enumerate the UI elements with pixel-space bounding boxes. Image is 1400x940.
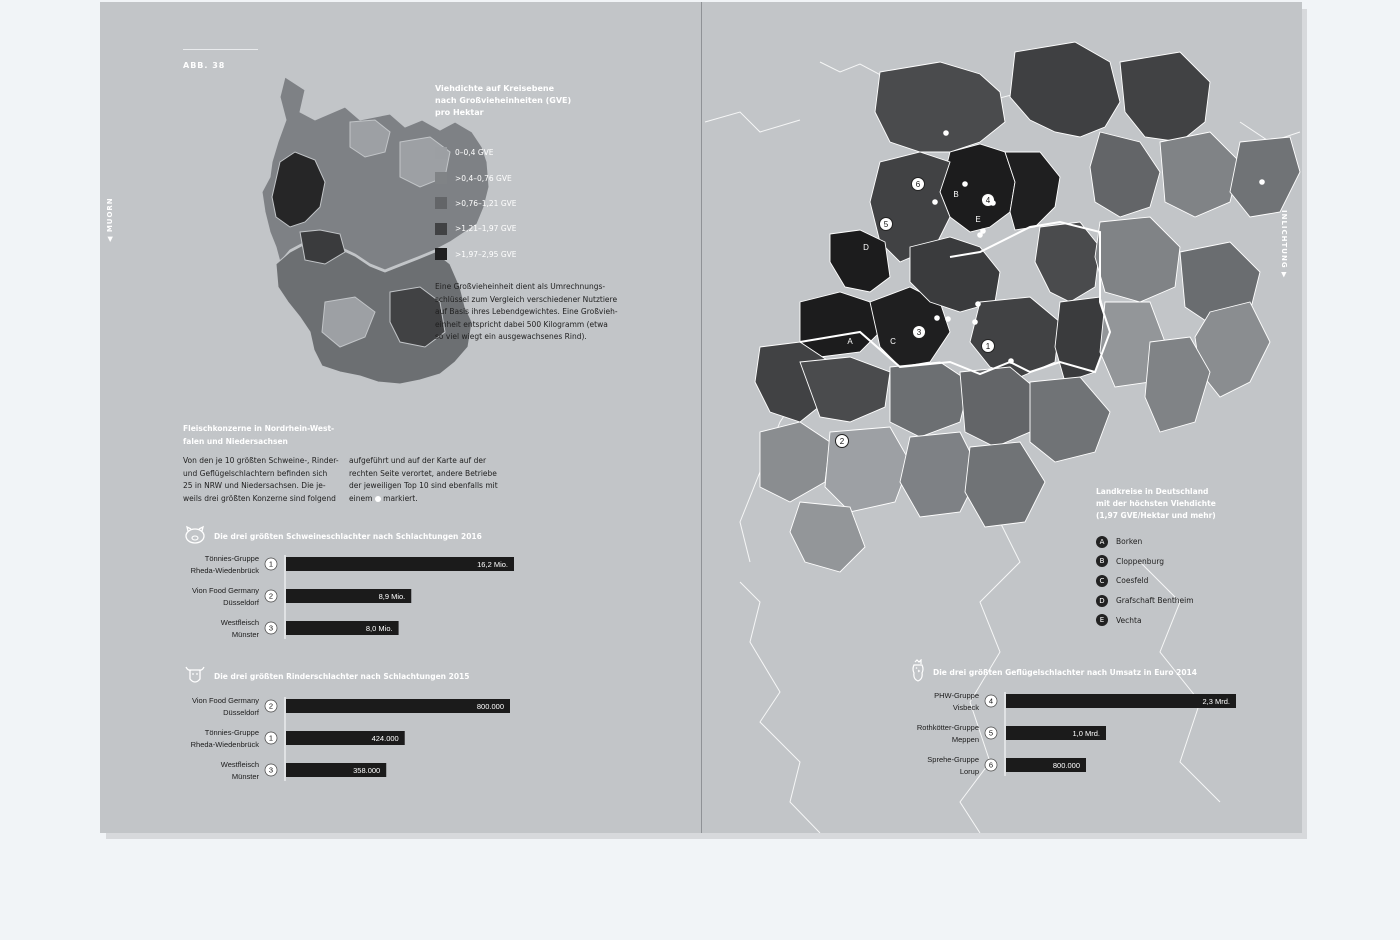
rank-number: 2 (268, 701, 274, 711)
category-label: Tönnies-Gruppe (204, 554, 259, 563)
category-label: Düsseldorf (223, 708, 259, 717)
landkreise-title-line: mit der höchsten Viehdichte (1096, 499, 1216, 508)
magazine-spread (100, 2, 1302, 833)
landkreis-badge: B (1096, 555, 1108, 567)
landkreis-name: Cloppenburg (1116, 556, 1165, 566)
landkreis-name: Vechta (1116, 615, 1142, 625)
bar-value-label: 8,9 Mio. (378, 592, 406, 601)
rank-number: 1 (268, 559, 274, 569)
category-label: Westfleisch (220, 618, 259, 627)
district-letter: A (847, 337, 853, 346)
marker-number: 3 (916, 327, 922, 337)
marker-number: 2 (839, 436, 845, 446)
category-label: Westfleisch (220, 760, 259, 769)
legend-label: 0–0,4 GVE (455, 148, 494, 158)
cattle-chart-title: Die drei größten Rinderschlachter nach Schlachtungen 2015 (214, 672, 470, 681)
rank-number: 5 (988, 728, 994, 738)
bar-value-label: 800.000 (476, 702, 504, 711)
figure-label: ABB. 38 (183, 61, 226, 70)
landkreis-badge: E (1096, 614, 1108, 626)
landkreis-badge: C (1096, 575, 1108, 587)
bar-charts (100, 2, 1302, 833)
category-label: Tönnies-Gruppe (204, 728, 259, 737)
rank-number: 3 (268, 765, 274, 775)
intro-line: und Geflügelschlachtern befinden sich (183, 468, 328, 478)
intro-title-line: falen und Niedersachsen (183, 436, 288, 446)
category-label: Münster (231, 630, 259, 639)
category-label: Rheda-Wiedenbrück (190, 566, 259, 575)
intro-line: 25 in NRW und Niedersachsen. Die je- (183, 481, 326, 490)
marker-number: 5 (883, 219, 889, 229)
legend-title-line: pro Hektar (435, 108, 484, 117)
bar-value-label: 16,2 Mio. (477, 560, 508, 569)
intro-line: der jeweiligen Top 10 sind ebenfalls mit (349, 481, 498, 490)
category-label: PHW-Gruppe (934, 691, 979, 700)
district-letter: D (863, 243, 869, 252)
rank-number: 1 (268, 733, 274, 743)
marker-number: 4 (985, 195, 991, 205)
landkreis-name: Coesfeld (1116, 576, 1149, 586)
bar-chart (191, 696, 510, 781)
category-label: Düsseldorf (223, 598, 259, 607)
district-letter: E (975, 215, 981, 224)
bar-value-label: 800.000 (1052, 761, 1080, 770)
bar-chart (191, 554, 514, 639)
category-label: Visbeck (952, 703, 979, 712)
intro-title-line: Fleischkonzerne in Nordrhein-West- (183, 424, 335, 433)
legend-label: >0,76–1,21 GVE (455, 198, 517, 208)
legend-label: >1,21–1,97 GVE (455, 224, 517, 234)
bar-value-label: 424.000 (371, 734, 399, 743)
note-line: schlüssel zum Vergleich verschiedener Nutztiere (435, 294, 618, 304)
category-label: Vion Food Germany (192, 696, 259, 705)
category-label: Meppen (951, 735, 979, 744)
legend-label: >1,97–2,95 GVE (455, 249, 517, 259)
district-letter: B (953, 190, 959, 199)
bar-value-label: 2,3 Mrd. (1202, 697, 1230, 706)
rank-number: 4 (988, 696, 994, 706)
landkreis-name: Grafschaft Bentheim (1116, 596, 1194, 606)
left-page-tab[interactable]: ◀ MUORN (106, 197, 114, 242)
bar-value-label: 1,0 Mrd. (1072, 729, 1100, 738)
note-line: Eine Großvieheinheit dient als Umrechnungs- (435, 282, 606, 291)
intro-line: weils drei größten Konzerne sind folgend (183, 493, 336, 503)
district-letter: C (890, 337, 896, 346)
landkreis-badge: D (1096, 595, 1108, 607)
rank-number: 2 (268, 591, 274, 601)
bar-value-label: 8,0 Mio. (365, 624, 393, 633)
rank-number: 3 (268, 623, 274, 633)
landkreise-title-line: Landkreise in Deutschland (1096, 487, 1209, 496)
intro-line: Von den je 10 größten Schweine-, Rinder- (183, 456, 339, 465)
intro-line: rechten Seite verortet, andere Betriebe (349, 468, 497, 478)
bar-chart (917, 691, 1236, 776)
legend-title-line: Viehdichte auf Kreisebene (435, 84, 554, 93)
category-label: Münster (231, 772, 259, 781)
bar-value-label: 358.000 (353, 766, 381, 775)
note-line: einheit entspricht dabei 500 Kilogramm (etwa (435, 319, 608, 329)
landkreise-title-line: (1,97 GVE/Hektar und mehr) (1096, 511, 1216, 520)
category-label: Vion Food Germany (192, 586, 259, 595)
note-line: so viel wiegt ein ausgewachsenes Rind). (435, 332, 587, 341)
legend-title-line: nach Großvieheinheiten (GVE) (435, 96, 572, 105)
marker-number: 1 (985, 341, 991, 351)
legend-label: >0,4–0,76 GVE (455, 173, 512, 183)
intro-fragment: einem (349, 493, 373, 503)
pig-chart-title: Die drei größten Schweineschlachter nach Schlachtungen 2016 (214, 532, 482, 541)
intro-line: aufgeführt und auf der Karte auf der (349, 456, 487, 465)
landkreis-name: Borken (1116, 537, 1143, 547)
category-label: Lorup (959, 767, 979, 776)
marker-number: 6 (915, 179, 921, 189)
rank-number: 6 (988, 760, 994, 770)
category-label: Rheda-Wiedenbrück (190, 740, 259, 749)
category-label: Sprehe-Gruppe (927, 755, 979, 764)
category-label: Rothkötter-Gruppe (916, 723, 979, 732)
right-page-tab[interactable]: INLICHTUNG ▶ (1280, 210, 1288, 279)
poultry-chart-title: Die drei größten Geflügelschlachter nach Umsatz in Euro 2014 (933, 668, 1197, 677)
landkreis-badge: A (1096, 536, 1108, 548)
intro-fragment: markiert. (383, 493, 418, 503)
note-line: auf Basis ihres Lebendgewichtes. Eine Großvieh- (435, 307, 618, 316)
